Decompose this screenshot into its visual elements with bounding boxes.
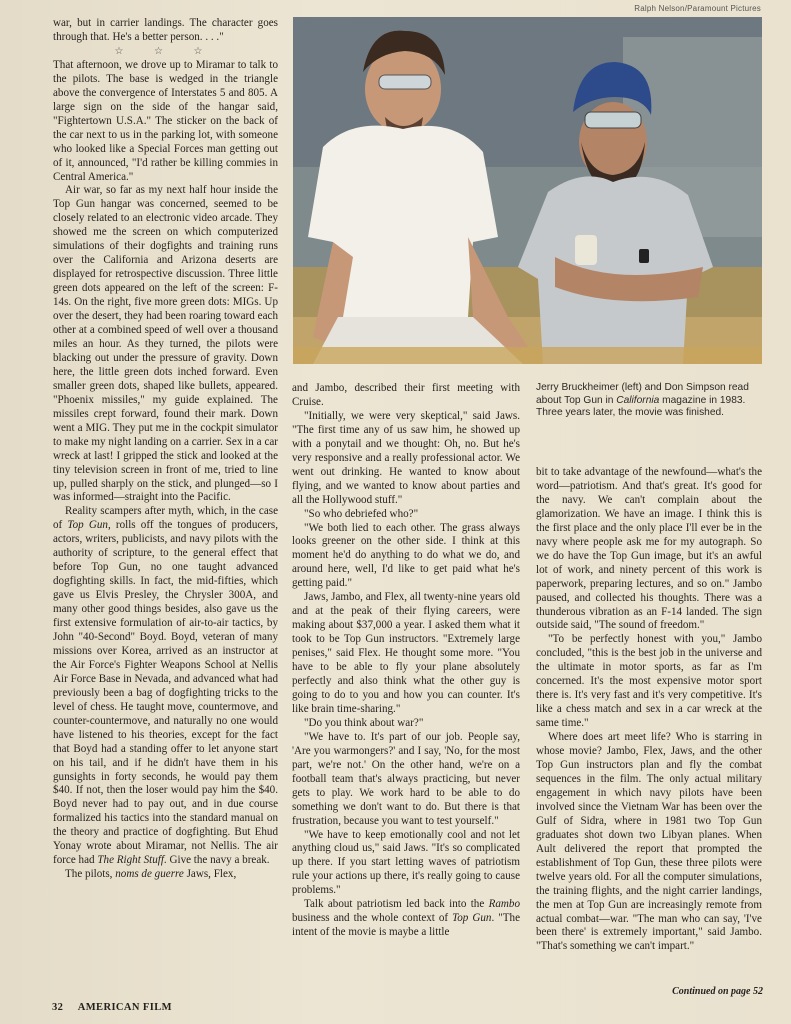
emphasis: noms de guerre (115, 868, 184, 881)
film-title: Top Gun (452, 912, 492, 925)
paragraph: bit to take advantage of the newfound—what's the word—patriotism. And that's great. It's good for the navy. We can't complain about the glamorization. We have an image. I think this is the first place and the only place I'll ever be in the navy where people ask me for my autograph. So we do have the Top Gun image, but it's an awful lot of work, and ninety percent of this work is paperwork, preparing lectures, and so on." Jambo paused, and collected his thoughts. There was a thunderous vibration as an F-14 landed. The sign outside said, "The sound of freedom." (536, 466, 762, 632)
photo-credit: Ralph Nelson/Paramount Pictures (634, 4, 761, 13)
paragraph: and Jambo, described their first meeting with Cruise. (292, 382, 520, 408)
photo-caption (536, 382, 762, 420)
article-photo (293, 17, 762, 364)
paragraph (53, 868, 278, 882)
caption-text: Jerry Bruckheimer (left) and Don Simpson read about Top Gun in (536, 382, 749, 406)
paragraph: Jaws, Jambo, and Flex, all twenty-nine years old and at the peak of their flying careers, were making about $37,000 a year. I asked them what it took to be Top Gun instructors. "Extremely large penises," said Flex. He thought some more. "You have to be able to fly your plane absolutely perfectly and also think what the other guy is going to do to you and how you can counter. It's like brain time-sharing." (292, 591, 520, 715)
paragraph (292, 898, 520, 940)
text-run: , rolls off the tongues of producers, actors, writers, publicists, and navy pilots with the authority of scripture, to the general effect that before Top Gun, no one taught advanced dogfighting skills. In fact, the mid-fifties, which gave us Elvis Presley, the Chrysler 300A, and many other good things besides, also gave us the first extensive formulation of air-to-air tactics, by John "40-Second" Boyd. Boyd, veteran of many missions over Korea, arrived as an instructor at the Air Force's Fighter Weapons School at Nellis Air Force Base in Nevada, and advanced what had previously been a bag of dogfighting tricks to the level of chess. He taught move, countermove, and counter-countermove, and naturally no one would have listened to his theories, except for the fact that Boyd had a standing offer to let anyone start on his tail, and if he didn't have them in his gunsights in forty seconds, he would pay them $40. If not, then the loser would pay him the $40. Boyd never had to pay out, and in due course formalized his tactics into the standard manual on the theory and practice of dogfighting. But Ehud Yonay wrote about Miramar, not Nellis. The air force had (53, 519, 279, 867)
paragraph: "So who debriefed who?" (304, 507, 419, 520)
paragraph: war, but in carrier landings. The character goes through that. He's a better person. . . ." (53, 17, 278, 43)
page-number: 32 (52, 1002, 64, 1013)
text-run: Talk about patriotism led back into the (304, 898, 489, 911)
magazine-title: California (616, 394, 660, 406)
paragraph: "Do you think about war?" (304, 716, 424, 729)
paragraph: "We both lied to each other. The grass always looks greener on the other side. I think at this moment he'd do anything to do what we do, and around here, well, I'd like to get paid what he's getting paid." (292, 521, 520, 590)
paragraph: "We have to. It's part of our job. People say, 'Are you warmongers?' and I say, 'No, for the most part, we're not.' On the other hand, we're on a football team that's always practicing, but never gets to play. We work hard to be able to do something we don't want to do. But there is that frustration, because you want to test yourself." (292, 730, 520, 827)
article-column-1 (53, 17, 278, 882)
page-footer (52, 1002, 172, 1013)
paragraph: "To be perfectly honest with you," Jambo concluded, "this is the best job in the universe and the ultimate in motor sports, as far as I'm concerned. It's the most expensive motor sport there is. It's very fast and it's very competitive. It's like a chess match and sex in a car wreck at the same time." (536, 633, 762, 730)
paragraph: "Initially, we were very skeptical," said Jaws. "The first time any of us saw him, he showed up with a ponytail and we thought: Oh, no. But he's very responsive and a really professional actor. We went out drinking. He wanted to know about flying, and we wanted to know about parties and all the Hollywood stuff." (292, 409, 520, 506)
text-run: Jaws, Flex, (183, 868, 237, 881)
photo-illustration (293, 17, 762, 364)
film-title: Top Gun (67, 519, 108, 532)
caption-text: magazine in 1983. Three years later, the movie was finished. (536, 394, 746, 419)
paragraph: "We have to keep emotionally cool and not let anything cloud us," said Jaws. "It's so complicated up there. If you start letting waves of patriotism rule your actions up there, it's really going to cause problems." (292, 828, 520, 897)
section-break-stars: ☆ ☆ ☆ (114, 45, 217, 57)
paragraph: That afternoon, we drove up to Miramar to talk to the pilots. The base is wedged in the triangle above the convergence of Interstates 5 and 805. A large sign on the side of the hangar said, "Fightertown U.S.A." The sticker on the back of the car next to us in the parking lot, with someone who looked like a Special Forces man getting out of it, announced, "I'd rather be killing commies in Central America." (53, 58, 278, 183)
text-run: The pilots, (65, 868, 116, 881)
text-run: business and the whole context of (292, 912, 453, 925)
magazine-name: AMERICAN FILM (77, 1002, 172, 1013)
article-column-3 (536, 466, 762, 954)
paragraph (53, 505, 278, 868)
text-run: . Give the navy a break. (163, 854, 270, 867)
text-run: . "The intent of the movie is maybe a little (292, 912, 520, 939)
continued-notice: Continued on page 52 (672, 986, 763, 997)
paragraph: Air war, so far as my next half hour inside the Top Gun hangar was concerned, seemed to be closely related to an electronic video arcade. They showed me the screen on which computerized simulations of their dogfights and training runs over the California and Arizona deserts are displayed for retrospective discussion. Three little green dots appeared on the left of the screen: F-14s. On the right, five more green dots: MIGs. Up over the desert, they had been roaring toward each other at a combined speed of well over a thousand miles an hour. As they turned, the pilots were blacking out under the pressure of gravity. Down here, the little green dots inched forward. Even smaller green dots, shaped like bullets, appeared. "Phoenix missiles," my guide explained. The missiles crept forward, found their mark. Down went a MIG. They put me in the cockpit simulator to make my night landing on a carrier. Sex in a car wreck at last! I gripped the stick and looked at the tiny television screen in front of me, tried to line up, pulled sharply on the stick, and plunged—so I was informed—straight into the Pacific. (53, 184, 278, 504)
text-run: Reality scampers after myth, which, in the case of (53, 505, 278, 532)
article-column-2 (292, 382, 520, 940)
film-title: The Right Stuff (97, 854, 164, 867)
paragraph: Where does art meet life? Who is starring in whose movie? Jambo, Flex, Jaws, and the other Top Gun instructors plan and fly the combat sequences in the film. The only actual military engagement in which navy pilots have been involved since the Vietnam War has been over the Gulf of Sidra, where in 1981 two Top Gun graduates shot down two Libyan planes. When Ault delivered the report that prompted the establishment of Top Gun, these three pilots were twelve years old. For all the computer simulations, the training flights, and the night carrier landings, the men at Top Gun are increasingly remote from actual combat—war. "The man who can say, 'I've been there' is extremely important," said Jambo. "That's something we can't impart." (536, 731, 762, 953)
film-title: Rambo (488, 898, 520, 911)
